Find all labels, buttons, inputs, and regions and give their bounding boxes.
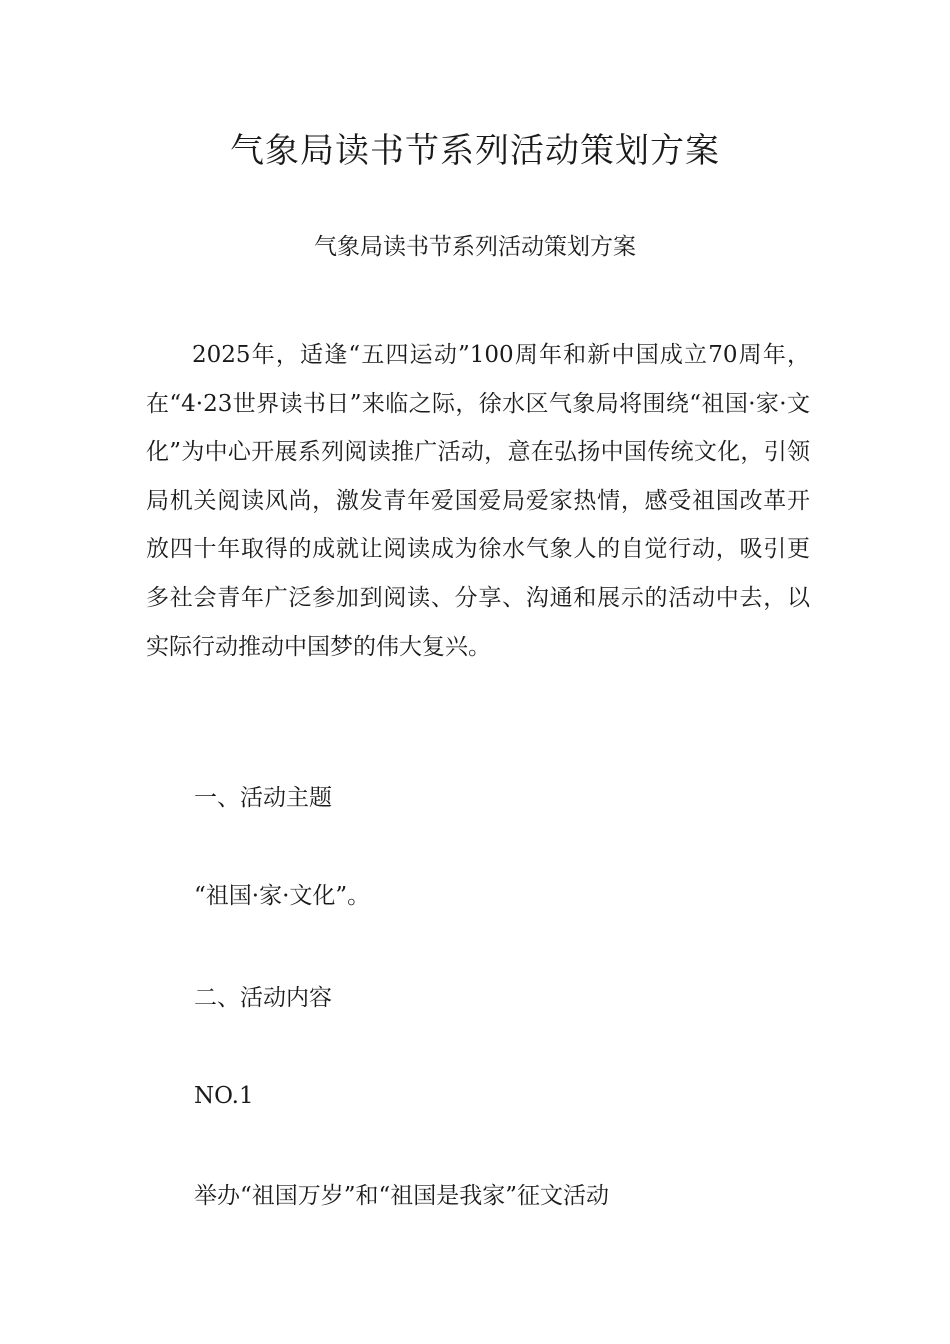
intro-paragraph: 2025年，适逢“五四运动”100周年和新中国成立70周年，在“4·23世界读书日”来临之际，徐水区气象局将围绕“祖国·家·文化”为中心开展系列阅读推广活动，意在弘扬中国传统文化，引领局机关阅读风尚，激发青年爱国爱局爱家热情，感受祖国改革开放四十年取得的成就让阅读成为徐水气象人的自觉行动，吸引更多社会青年广泛参加到阅读、分享、沟通和展示的活动中去，以实际行动推动中国梦的伟大复兴。	[146, 342, 810, 660]
section-heading-theme: 一、活动主题	[194, 785, 332, 811]
section-heading-content: 二、活动内容	[194, 985, 332, 1011]
document-title: 气象局读书节系列活动策划方案	[230, 131, 720, 171]
item-number: NO.1	[194, 1083, 254, 1109]
document-subtitle: 气象局读书节系列活动策划方案	[314, 234, 636, 260]
section-body-theme: “祖国·家·文化”。	[194, 883, 371, 909]
item-title: 举办“祖国万岁”和“祖国是我家”征文活动	[194, 1183, 610, 1209]
